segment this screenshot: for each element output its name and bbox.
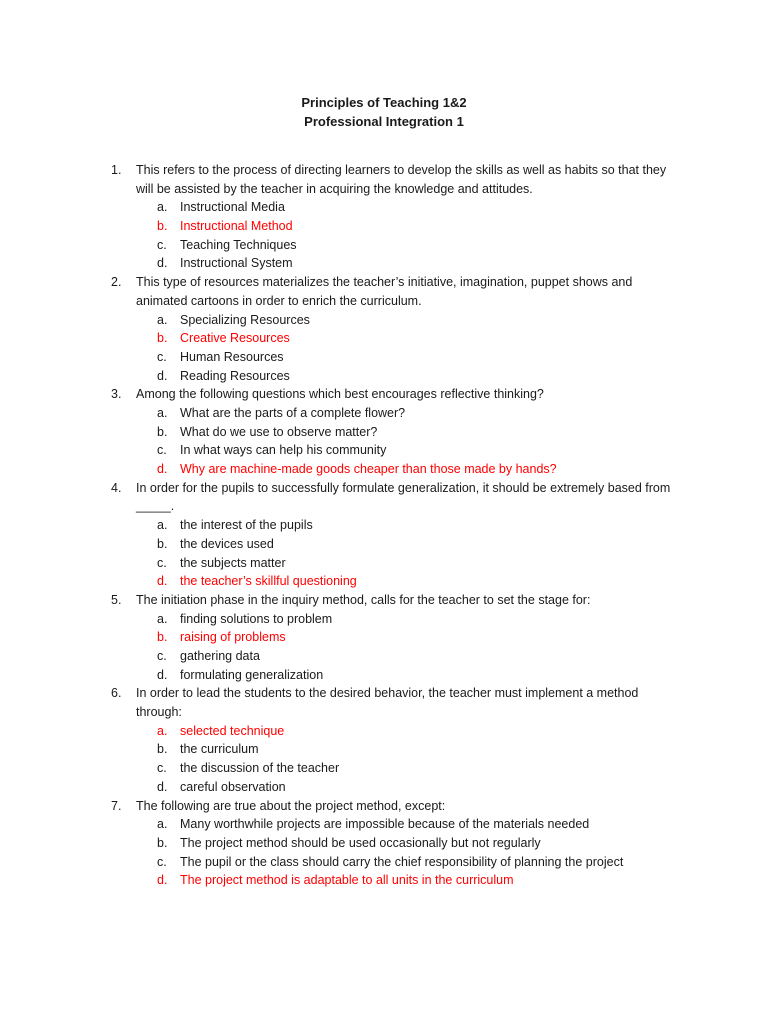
option-letter: c.	[157, 237, 167, 252]
option-text: the devices used	[180, 536, 274, 551]
option-text: Reading Resources	[180, 368, 290, 383]
option-list	[0, 516, 768, 591]
answer-option	[0, 815, 768, 834]
option-letter: d.	[157, 667, 168, 682]
option-letter: b.	[157, 742, 168, 757]
option-letter: d.	[157, 873, 168, 888]
option-list	[0, 311, 768, 386]
option-text: Teaching Techniques	[180, 237, 297, 252]
option-text: Human Resources	[180, 349, 284, 364]
answer-option-correct	[0, 628, 768, 647]
question-item	[0, 591, 768, 684]
answer-option-correct	[0, 871, 768, 890]
option-letter: b.	[157, 536, 168, 551]
option-letter: b.	[157, 835, 168, 850]
option-text: selected technique	[180, 723, 285, 738]
option-letter: c.	[157, 761, 167, 776]
question-text: The initiation phase in the inquiry method, calls for the teacher to set the stage for:	[136, 592, 591, 607]
document-title: Principles of Teaching 1&2	[301, 95, 467, 110]
option-list	[0, 610, 768, 685]
question-text: The following are true about the project method, except:	[136, 798, 446, 813]
answer-option	[0, 610, 768, 629]
option-letter: a.	[157, 312, 168, 327]
question-list	[0, 161, 768, 890]
answer-option	[0, 441, 768, 460]
answer-option-correct	[0, 217, 768, 236]
answer-option	[0, 236, 768, 255]
option-list	[0, 404, 768, 479]
option-text: The pupil or the class should carry the chief responsibility of planning the project	[180, 854, 624, 869]
question-number: 7.	[111, 798, 122, 813]
question-number: 3.	[111, 387, 122, 402]
option-text: gathering data	[180, 649, 260, 663]
option-letter: c.	[157, 443, 167, 458]
option-text: The project method is adaptable to all units in the curriculum	[180, 873, 514, 888]
option-letter: b.	[157, 630, 168, 645]
question-item	[0, 273, 768, 385]
answer-option	[0, 647, 768, 666]
answer-option	[0, 759, 768, 778]
option-text: Creative Resources	[180, 331, 290, 346]
question-item	[0, 479, 768, 591]
answer-option-correct	[0, 460, 768, 479]
answer-option	[0, 311, 768, 330]
answer-option	[0, 198, 768, 217]
option-text: raising of problems	[180, 630, 286, 645]
question-text: This refers to the process of directing learners to develop the skills as well as habits so that they will be assisted by the teacher in acquiring the knowledge and attitudes.	[136, 163, 667, 196]
question-text: In order to lead the students to the desired behavior, the teacher must implement a method through:	[136, 686, 639, 720]
question-text: This type of resources materializes the teacher’s initiative, imagination, puppet shows and animated cartoons in order to enrich the curriculum.	[136, 275, 633, 308]
option-text: the curriculum	[180, 742, 259, 757]
option-letter: b.	[157, 331, 168, 346]
option-text: Specializing Resources	[180, 312, 310, 327]
document-header	[0, 94, 768, 131]
question-number: 1.	[111, 163, 122, 177]
answer-option-correct	[0, 329, 768, 348]
answer-option	[0, 535, 768, 554]
option-letter: a.	[157, 723, 168, 738]
answer-option	[0, 778, 768, 797]
answer-option	[0, 254, 768, 273]
option-text: Instructional Method	[180, 219, 293, 234]
option-text: careful observation	[180, 779, 286, 794]
option-text: Instructional Media	[180, 200, 285, 215]
answer-option	[0, 834, 768, 853]
option-letter: c.	[157, 555, 167, 570]
option-text: the interest of the pupils	[180, 518, 313, 533]
option-letter: c.	[157, 649, 167, 663]
answer-option	[0, 404, 768, 423]
option-letter: c.	[157, 854, 167, 869]
answer-option	[0, 367, 768, 386]
answer-option	[0, 423, 768, 442]
option-text: What are the parts of a complete flower?	[180, 406, 406, 421]
answer-option	[0, 740, 768, 759]
answer-option	[0, 666, 768, 685]
answer-option-correct	[0, 572, 768, 591]
option-text: the teacher’s skillful questioning	[180, 574, 357, 589]
question-text: In order for the pupils to successfully formulate generalization, it should be extremely based from _____.	[136, 480, 671, 514]
question-item	[0, 385, 768, 478]
option-letter: d.	[157, 462, 168, 477]
answer-option	[0, 554, 768, 573]
option-text: the discussion of the teacher	[180, 761, 340, 776]
question-item	[0, 161, 768, 273]
option-letter: b.	[157, 424, 168, 439]
answer-option	[0, 348, 768, 367]
option-text: finding solutions to problem	[180, 611, 333, 626]
option-text: The project method should be used occasionally but not regularly	[180, 835, 541, 850]
option-text: What do we use to observe matter?	[180, 424, 378, 439]
question-item	[0, 684, 768, 796]
option-text: Why are machine-made goods cheaper than those made by hands?	[180, 462, 557, 477]
option-letter: a.	[157, 406, 168, 421]
option-letter: d.	[157, 368, 168, 383]
question-text: Among the following questions which best encourages reflective thinking?	[136, 387, 544, 402]
question-number: 4.	[111, 480, 122, 495]
option-letter: d.	[157, 574, 168, 589]
option-text: Many worthwhile projects are impossible because of the materials needed	[180, 817, 590, 832]
option-text: the subjects matter	[180, 555, 286, 570]
option-letter: a.	[157, 611, 168, 626]
answer-option	[0, 853, 768, 872]
question-number: 5.	[111, 592, 122, 607]
option-letter: a.	[157, 200, 168, 215]
option-list	[0, 722, 768, 797]
option-letter: d.	[157, 256, 168, 271]
document-subtitle: Professional Integration 1	[304, 113, 464, 129]
option-letter: b.	[157, 219, 168, 234]
option-list	[0, 198, 768, 273]
question-number: 6.	[111, 686, 122, 701]
option-text: In what ways can help his community	[180, 443, 387, 458]
question-item	[0, 797, 768, 890]
option-text: formulating generalization	[180, 667, 324, 682]
option-letter: a.	[157, 817, 168, 832]
option-text: Instructional System	[180, 256, 293, 271]
option-letter: d.	[157, 779, 168, 794]
option-letter: a.	[157, 518, 168, 533]
question-number: 2.	[111, 275, 122, 290]
answer-option-correct	[0, 722, 768, 741]
answer-option	[0, 516, 768, 535]
option-list	[0, 815, 768, 890]
option-letter: c.	[157, 349, 167, 364]
